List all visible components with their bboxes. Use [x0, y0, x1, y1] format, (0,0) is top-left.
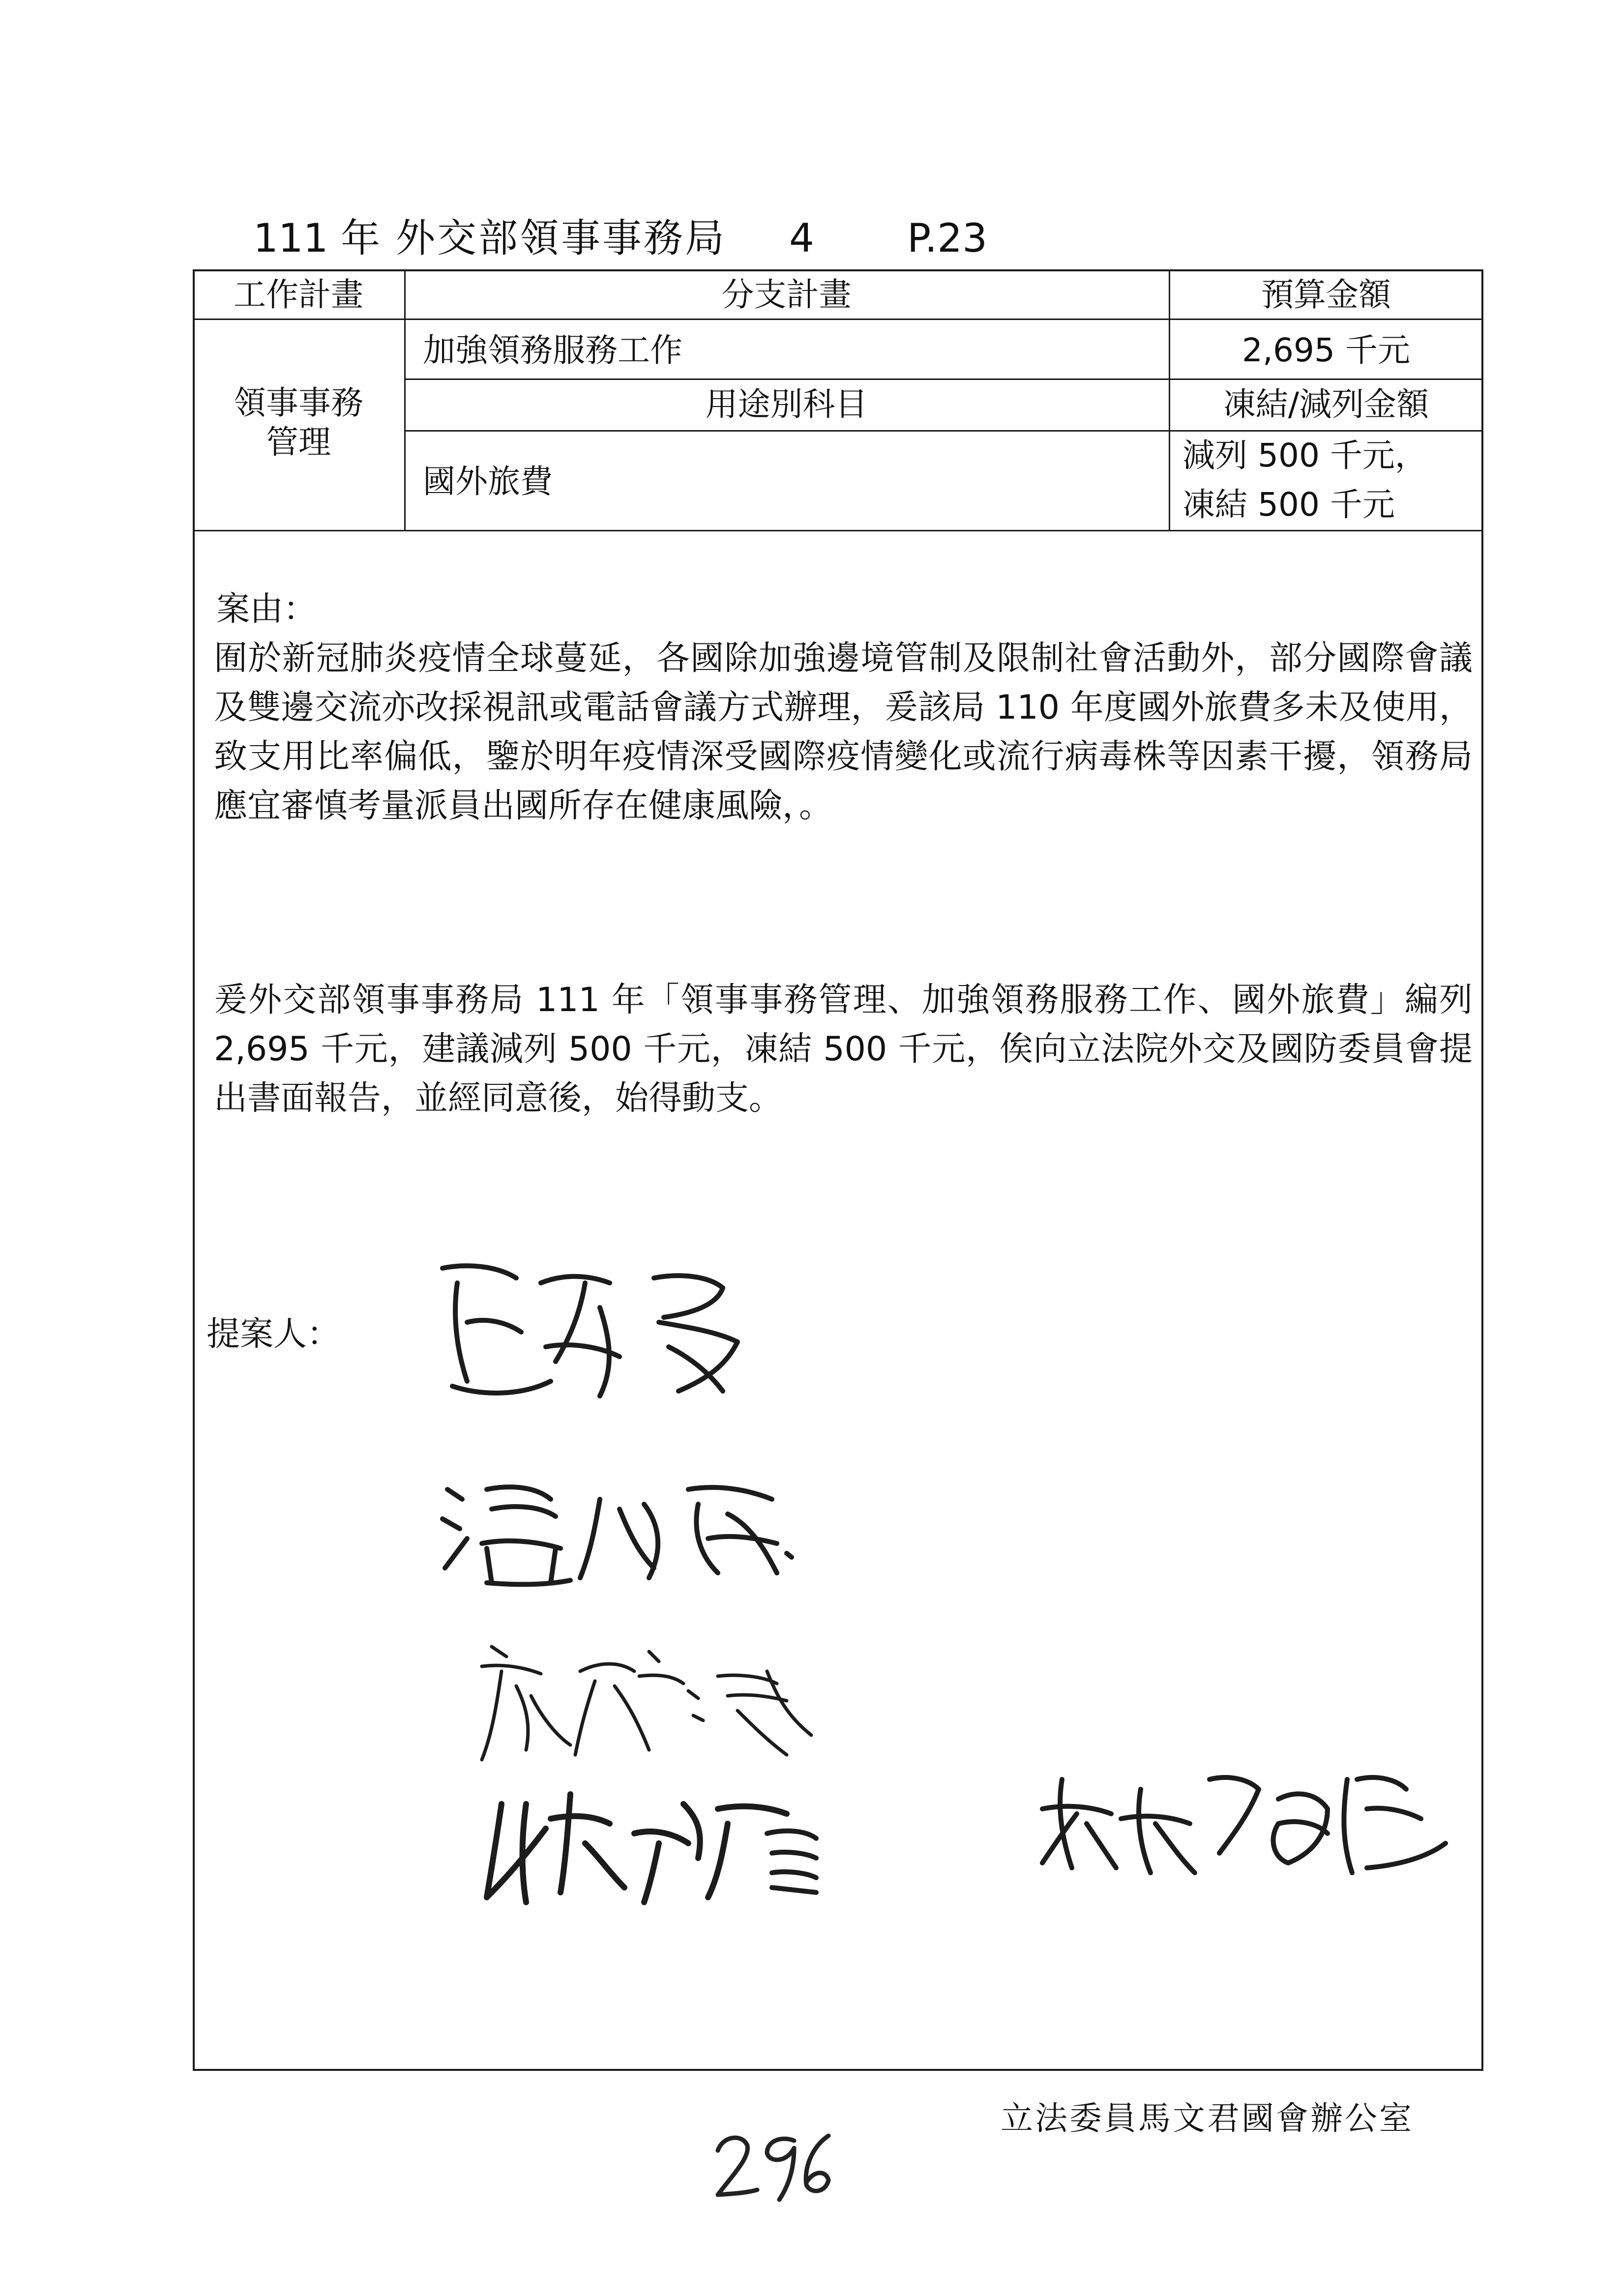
freeze-amount-cell: 凍結 500 千元 [1182, 486, 1395, 523]
header-page: P.23 [907, 215, 988, 261]
proposer-label: 提案人： [207, 1315, 341, 1354]
signature-4 [472, 1774, 964, 1912]
table-divider [404, 430, 1483, 432]
table-divider [193, 530, 1483, 531]
col-header-usage: 用途別科目 [705, 385, 868, 423]
handwritten-page-number [708, 2121, 836, 2209]
reason-label: 案由： [216, 590, 317, 629]
reason-paragraph-2: 爰外交部領事事務局 111 年「領事事務管理、加強領務服務工作、國外旅費」編列 2,695 千元，建議減列 500 千元，凍結 500 千元，俟向立法院外交及國防委員會提出書面報告，並經同意後，始得動支。 [214, 981, 1473, 1118]
signature-5 [1033, 1750, 1455, 1888]
signature-3 [472, 1627, 865, 1774]
table-divider [193, 319, 1483, 320]
footer-office: 立法委員馬文君國會辦公室 [1001, 2099, 1414, 2137]
header-year: 111 年 [253, 215, 381, 261]
budget-amount-cell: 2,695 千元 [1242, 331, 1410, 369]
signature-1 [423, 1249, 767, 1411]
reason-paragraph-1: 囿於新冠肺炎疫情全球蔓延，各國除加強邊境管制及限制社會活動外，部分國際會議及雙邊交流亦改採視訊或電話會議方式辦理，爰該局 110 年度國外旅費多未及使用，致支用比率偏低，鑒於明年疫情深受國際疫情變化或流行病毒株等因素干擾，領務局應宜審慎考量派員出國所存在健康風險，。 [214, 639, 1473, 825]
header-number: 4 [789, 215, 814, 261]
col-header-freeze-cut: 凍結/減列金額 [1223, 385, 1429, 423]
sub-plan-cell: 加強領務服務工作 [423, 331, 682, 369]
signature-2 [433, 1470, 826, 1598]
work-plan-cell: 領事事務 管理 [234, 384, 363, 461]
col-header-budget: 預算金額 [1261, 276, 1391, 314]
col-header-sub-plan: 分支計畫 [721, 276, 852, 314]
header-unit: 外交部領事事務局 [396, 215, 726, 261]
table-divider [404, 378, 1483, 380]
col-header-work-plan: 工作計畫 [234, 276, 363, 314]
cut-amount-cell: 減列 500 千元， [1182, 436, 1427, 474]
usage-cell: 國外旅費 [423, 463, 553, 500]
